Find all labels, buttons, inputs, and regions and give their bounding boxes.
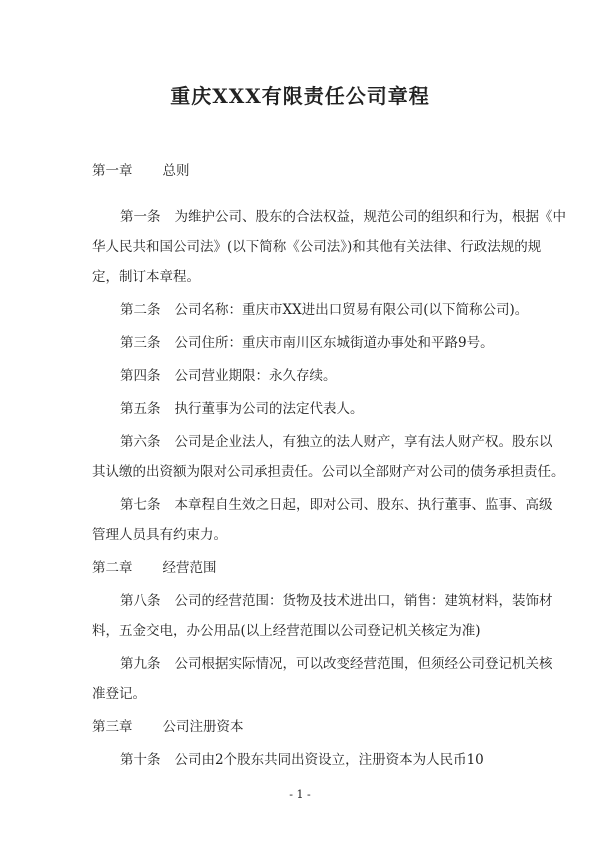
article-number: 第七条: [120, 497, 161, 513]
article-line: [92, 490, 553, 520]
chapter-name: 总则: [162, 163, 190, 179]
article-line: [92, 427, 553, 457]
article: [92, 361, 522, 391]
chapter-heading: [92, 156, 522, 186]
article-text: 公司名称：重庆市XX进出口贸易有限公司(以下简称公司)。: [174, 302, 529, 318]
chapter-number: 第二章: [92, 560, 133, 576]
page-number: - 1 -: [289, 788, 311, 801]
article-line: [92, 745, 522, 775]
article-text: 公司由2个股东共同出资设立，注册资本为人民币10: [174, 752, 484, 768]
article-number: 第十条: [120, 752, 161, 768]
article-number: 第一条: [120, 209, 161, 225]
chapter-heading: [92, 712, 522, 742]
article-number: 第五条: [120, 401, 161, 417]
article-text: 为维护公司、股东的合法权益，规范公司的组织和行为，根据《中: [174, 209, 566, 225]
article-text: 执行董事为公司的法定代表人。: [174, 401, 364, 417]
article-line: [92, 394, 522, 424]
chapter-name: 公司注册资本: [162, 719, 244, 735]
article-line: 准登记。: [92, 686, 146, 702]
chapter-number: 第一章: [92, 163, 133, 179]
chapter-number: 第三章: [92, 719, 133, 735]
article: [92, 427, 565, 487]
article-line: 管理人员具有约束力。: [92, 527, 227, 543]
article: [92, 202, 566, 292]
article: [92, 490, 553, 550]
article: [92, 649, 553, 709]
article-line: [92, 586, 553, 616]
article-line: 华人民共和国公司法》(以下简称《公司法》)和其他有关法律、行政法规的规: [92, 239, 542, 255]
chapter-name: 经营范围: [162, 560, 217, 576]
article-number: 第九条: [120, 656, 161, 672]
article-number: 第六条: [120, 434, 161, 450]
chapter-heading: [92, 553, 522, 583]
article-text: 公司营业期限：永久存续。: [174, 368, 337, 384]
article-number: 第四条: [120, 368, 161, 384]
article: [92, 745, 522, 775]
article: [92, 586, 553, 646]
article-number: 第三条: [120, 335, 161, 351]
article-text: 公司住所：重庆市南川区东城街道办事处和平路9号。: [174, 335, 494, 351]
article-text: 公司的经营范围：货物及技术进出口，销售：建筑材料，装饰材: [174, 593, 553, 609]
article: [92, 394, 522, 424]
article: [92, 328, 522, 358]
article-number: 第八条: [120, 593, 161, 609]
article-line: [92, 361, 522, 391]
article-text: 本章程自生效之日起，即对公司、股东、执行董事、监事、高级: [174, 497, 553, 513]
article-line: 定，制订本章程。: [92, 269, 200, 285]
article-line: 料，五金交电，办公用品(以上经营范围以公司登记机关核定为准): [92, 623, 481, 639]
article-number: 第二条: [120, 302, 161, 318]
document-body: [92, 156, 566, 778]
article-line: 其认缴的出资额为限对公司承担责任。公司以全部财产对公司的债务承担责任。: [92, 464, 565, 480]
article-line: [92, 202, 566, 232]
article-line: [92, 328, 522, 358]
document-title: 重庆XXX有限责任公司章程: [170, 84, 430, 108]
article-text: 公司根据实际情况，可以改变经营范围，但须经公司登记机关核: [174, 656, 553, 672]
article-text: 公司是企业法人，有独立的法人财产，享有法人财产权。股东以: [174, 434, 553, 450]
article-line: [92, 649, 553, 679]
article: [92, 295, 529, 325]
article-line: [92, 295, 529, 325]
